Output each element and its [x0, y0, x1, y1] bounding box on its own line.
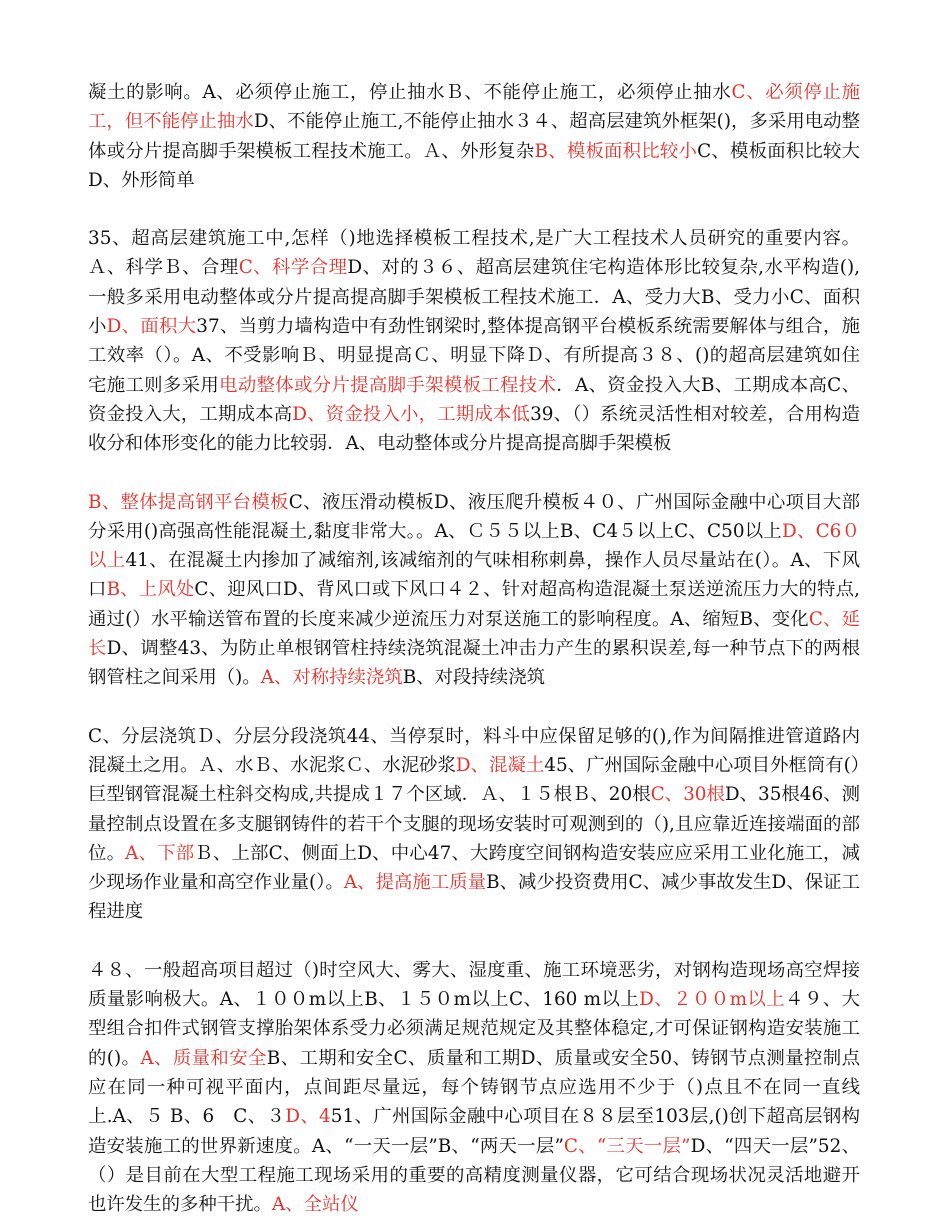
- answer-text: B、模板面积比较小: [534, 140, 698, 162]
- answer-text: A、提高施工质量: [343, 872, 487, 894]
- question-text: D、“四天一层”52、（）是目前在大型工程施工现场采用的重要的高精度测量仪器，它可结合现场状况灵活地避开也许发生的多种干扰。: [88, 1135, 860, 1216]
- question-text: 凝土的影响。A、必须停止施工，停止抽水Ｂ、不能停止施工，必须停止抽水: [88, 82, 732, 103]
- question-text: B、对段持续浇筑: [402, 667, 545, 689]
- answer-text: D、C6０以上: [88, 520, 860, 572]
- answer-text: C、延长: [88, 608, 860, 660]
- answer-text: A、对称持续浇筑: [260, 667, 403, 689]
- answer-text: D、资金投入小，工期成本低: [292, 403, 531, 425]
- question-text: C、迎风口D、背风口或下风口４２、针对超高构造混凝土泵送逆流压力大的特点,通过(）水平输送管布置的长度来减少逆流压力对泵送施工的影响程度。A、缩短B、变化: [88, 579, 860, 630]
- answer-text: D、混凝土: [455, 754, 545, 776]
- question-text: D、对的３６、超高层建筑住宅构造体形比较复杂,水平构造(),一般多采用电动整体或分片提高提高脚手架模板工程技术施工．A、受力大B、受力小C、面积小: [88, 257, 860, 338]
- question-text: ４８、一般超高项目超过（)时空风大、雾大、湿度重、施工环境恶劣，对钢构造现场高空焊接质量影响极大。A、１００m以上B、１５０m以上C、160 m以上: [88, 959, 860, 1011]
- question-text: 35、超高层建筑施工中,怎样（)地选择模板工程技术,是广大工程技术人员研究的重要内容。Ａ、科学Ｂ、合理: [88, 228, 860, 279]
- question-text: 51、广州国际金融中心项目在８８层至103层,()创下超高层钢构造安装施工的世界新速度。A、“一天一层”B、“两天一层”: [88, 1106, 860, 1157]
- paragraph-2: [88, 224, 860, 458]
- answer-text: D、２００m以上: [639, 989, 786, 1011]
- answer-text: B、整体提高钢平台模板: [88, 491, 289, 513]
- answer-text: A、全站仪: [271, 1194, 359, 1216]
- paragraph-1: [88, 78, 860, 195]
- question-text: ．A、资金投入大B、工期成本高C、资金投入大，工期成本高: [88, 374, 860, 425]
- question-text: ４９、大型组合扣件式钢管支撑胎架体系受力必须满足规范规定及其整体稳定,才可保证钢构造安装施工的()。: [88, 989, 860, 1069]
- question-text: 45、广州国际金融中心项目外框筒有(）巨型钢管混凝土柱斜交构成,共提成１７个区域．Ａ、１５根Ｂ、20根: [88, 754, 860, 806]
- question-text: B、工期和安全C、质量和工期D、质量或安全50、铸钢节点测量控制点应在同一种可视平面内，点间距尽量远，每个铸钢节点应选用不少于（)点且不在同一直线上.A、５ B、6 C、３: [88, 1047, 860, 1128]
- question-text: C、分层浇筑Ｄ、分层分段浇筑44、当停泵时，料斗中应保留足够的(),作为间隔推进管道路内混凝土之用。Ａ、水Ｂ、水泥浆Ｃ、水泥砂浆: [88, 725, 860, 776]
- answer-text: B、上风处: [106, 579, 195, 601]
- answer-text: D、面积大: [106, 316, 197, 338]
- question-text: D、35根46、测量控制点设置在多支腿钢铸件的若干个支腿的现场安装时可观测到的（),且应靠近连接端面的部位。: [88, 784, 860, 864]
- question-text: D、不能停止施工,不能停止抽水３４、超高层建筑外框架()，多采用电动整体或分片提高脚手架模板工程技术施工。Ａ、外形复杂: [88, 111, 860, 162]
- answer-text: C、科学合理: [238, 257, 348, 279]
- answer-text: C、“三天一层”: [563, 1135, 691, 1157]
- answer-text: C、30根: [650, 784, 725, 806]
- answer-text: A、下部: [125, 842, 195, 864]
- question-text: B、减少投资费用C、减少事故发生D、保证工程进度: [88, 872, 860, 923]
- question-text: C、液压滑动模板D、液压爬升模板４０、广州国际金融中心项目大部分采用()高强高性能混凝土,黏度非常大。。A、Ｃ５５以上B、C4５以上C、C50以上: [88, 491, 861, 542]
- question-text: 37、当剪力墙构造中有劲性钢梁时,整体提高钢平台模板系统需要解体与组合，施工效率（）。A、不受影响Ｂ、明显提高Ｃ、明显下降Ｄ、有所提高３８、()的超高层建筑如住宅施工则多采用: [88, 316, 860, 396]
- question-text: Ｂ、上部C、侧面上D、中心47、大跨度空间钢构造安装应应采用工业化施工，减少现场作业量和高空作业量(）。: [88, 842, 860, 894]
- answer-text: C、必须停止施工，但不能停止抽水: [88, 82, 860, 133]
- paragraph-3: [88, 488, 860, 693]
- paragraph-5: [88, 956, 860, 1220]
- paragraph-4: [88, 722, 860, 927]
- document-page: [88, 78, 860, 1219]
- question-text: D、调整43、为防止单根钢管柱持续浇筑混凝土冲击力产生的累积误差,每一种节点下的两根钢管柱之间采用（)。: [88, 638, 860, 689]
- answer-text: D、4: [285, 1106, 331, 1128]
- answer-text: A、质量和安全: [140, 1047, 267, 1069]
- question-text: 39、（）系统灵活性相对较差，合用构造收分和体形变化的能力比较弱．A、电动整体或分片提高提高脚手架模板: [88, 403, 860, 455]
- question-text: 41、在混凝土内掺加了减缩剂,该减缩剂的气味相称刺鼻，操作人员尽量站在(）。A、下风口: [88, 550, 860, 601]
- answer-text: 电动整体或分片提高脚手架模板工程技术: [219, 374, 557, 396]
- question-text: C、模板面积比较大D、外形简单: [88, 140, 861, 191]
